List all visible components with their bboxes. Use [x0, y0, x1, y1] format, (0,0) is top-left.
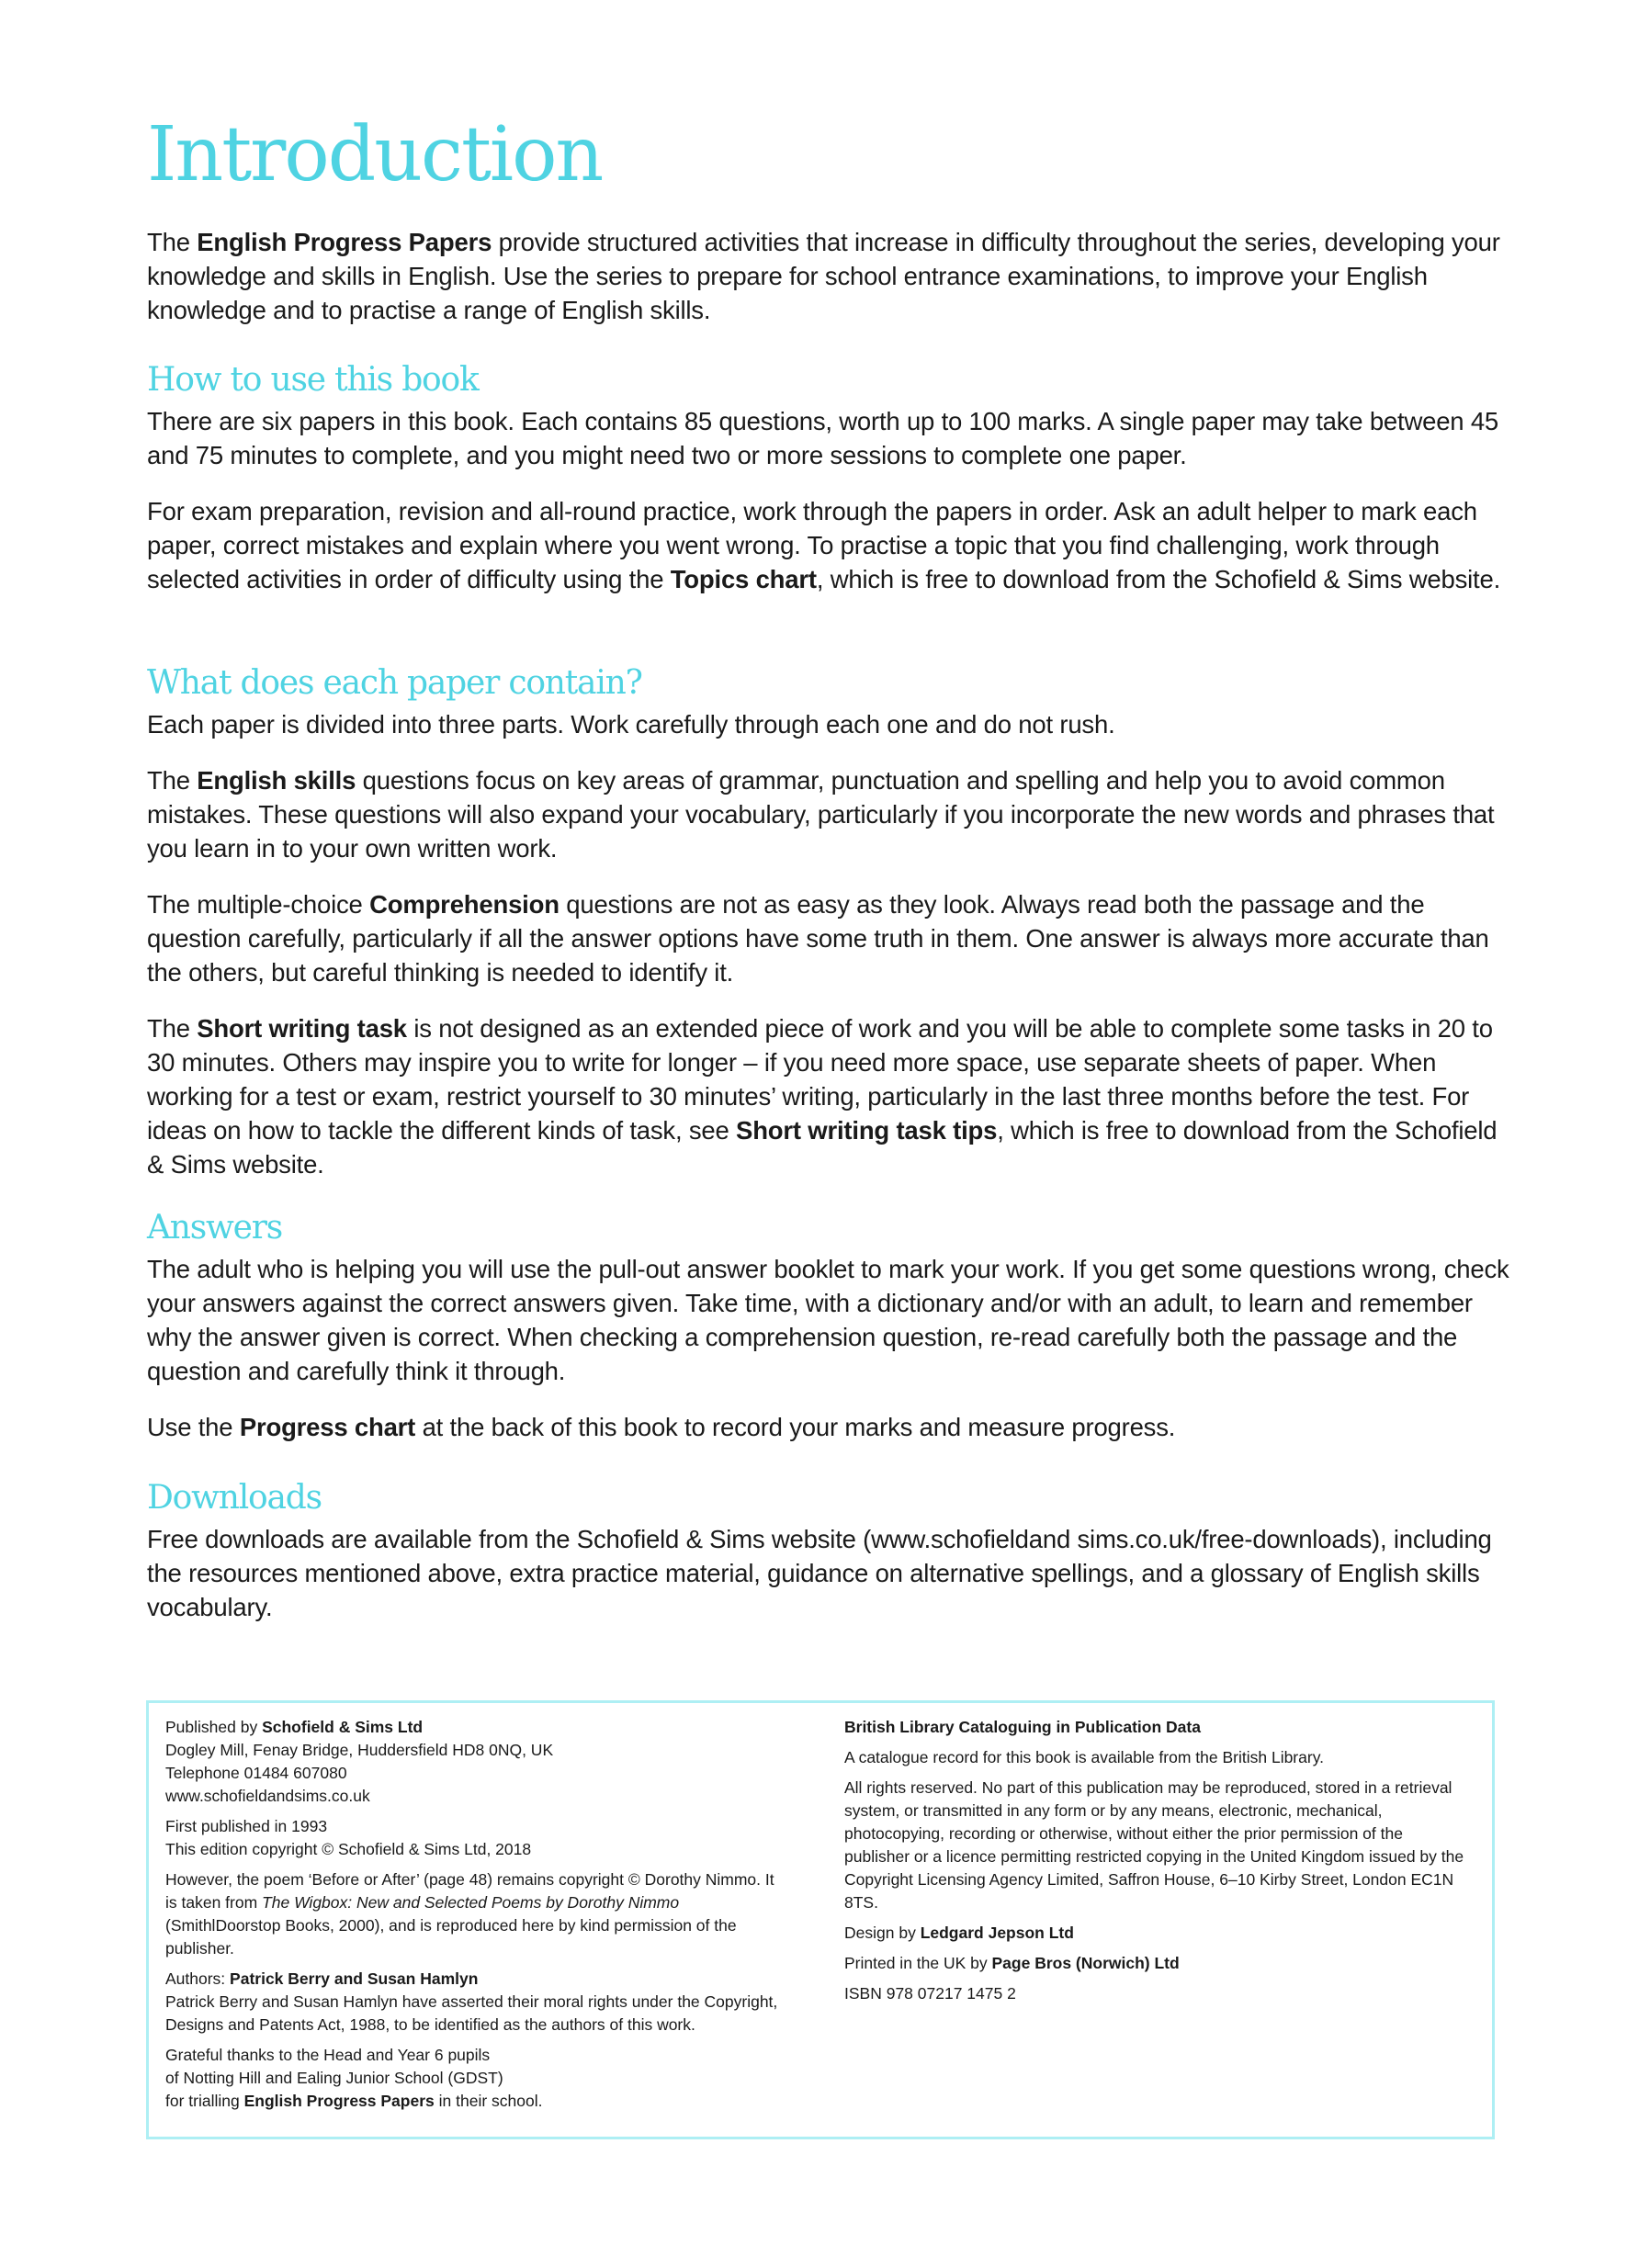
intro-paragraph: The English Progress Papers provide structured activities that increase in difficulty throughout the series, developing your knowledge and skills in English. Use the series to prepare for school entrance examinations, to improve your English knowledge and to practise a range of English skills.	[147, 228, 1500, 324]
section-heading-answers: Answers	[147, 1209, 283, 1247]
contents-paragraph-short-writing: The Short writing task is not designed as an extended piece of work and you will be able to complete some tasks in 20 to 30 minutes. Others may inspire you to write for longer – if you need more space, use separate sheets of paper. When working for a test or exam, restrict yourself to 30 minutes’ writing, particularly in the last three months before the test. For ideas on how to tackle the different kinds of task, see Short writing task tips, which is free to download from the Schofield & Sims website.	[147, 1014, 1498, 1179]
imprint-right-column	[844, 1716, 1469, 2013]
how-to-use-paragraph-1: There are six papers in this book. Each contains 85 questions, worth up to 100 marks. A single paper may take between 45 and 75 minutes to complete, and you might need two or more sessions to complete one paper.	[147, 407, 1499, 470]
publisher-website: www.schofieldandsims.co.uk	[165, 1787, 370, 1805]
design-credit: Design by Ledgard Jepson Ltd	[844, 1924, 1074, 1942]
how-to-use-paragraph-2: For exam preparation, revision and all-round practice, work through the papers in order. Ask an adult helper to mark each paper, correct mistakes and explain where you went wrong. To practise a topic that you find challenging, work through selected activities in order of difficulty using the Topics chart, which is free to download from the Schofield & Sims website.	[147, 497, 1501, 594]
topics-chart-ref: Topics chart	[670, 565, 817, 594]
poem-credit: However, the poem ‘Before or After’ (page 48) remains copyright © Dorothy Nimmo. It is taken from The Wigbox: New and Selected Poems by Dorothy Nimmo (SmithlDoorstop Books, 2000), and is reproduced here by kind permission of the publisher.	[165, 1870, 774, 1958]
section-heading-contents: What does each paper contain?	[147, 664, 642, 702]
downloads-paragraph: Free downloads are available from the Schofield & Sims website (www.schofieldand sims.co.uk/free-downloads), including the resources mentioned above, extra practice material, guidance on alternative spellings, and a glossary of English skills vocabulary.	[147, 1525, 1492, 1622]
publication-history: First published in 1993 This edition copyright © Schofield & Sims Ltd, 2018	[165, 1817, 532, 1858]
series-name: English Progress Papers	[197, 228, 492, 256]
contents-paragraph-english-skills: The English skills questions focus on key areas of grammar, punctuation and spelling and help you to avoid common mistakes. These questions will also expand your vocabulary, particularly if you incorporate the new words and phrases that you learn in to your own written work.	[147, 766, 1495, 863]
section-heading-downloads: Downloads	[147, 1479, 322, 1517]
publisher-address: Dogley Mill, Fenay Bridge, Huddersfield HD8 0NQ, UK	[165, 1741, 554, 1759]
publisher-block: Published by Schofield & Sims Ltd Dogley Mill, Fenay Bridge, Huddersfield HD8 0NQ, UK Telephone 01484 607080 www.schofieldandsims.co.uk	[165, 1718, 554, 1805]
contents-paragraph-1: Each paper is divided into three parts. Work carefully through each one and do not rush.	[147, 710, 1115, 739]
cip-heading: British Library Cataloguing in Publication Data	[844, 1718, 1201, 1736]
answers-paragraph-1: The adult who is helping you will use the pull-out answer booklet to mark your work. If you get some questions wrong, check your answers against the correct answers given. Take time, with a dictionary and/or with an adult, to learn and remember why the answer given is correct. When checking a comprehension question, re-read carefully both the passage and the question and carefully think it through.	[147, 1255, 1509, 1386]
rights-statement: All rights reserved. No part of this publication may be reproduced, stored in a retrieval system, or transmitted in any form or by any means, electronic, mechanical, photocopying, recording or otherwise, without either the prior permission of the publisher or a licence permitting restricted copying in the United Kingdom issued by the Copyright Licensing Agency Limited, Saffron House, 6–10 Kirby Street, London EC1N 8TS.	[844, 1778, 1464, 1912]
printer-credit: Printed in the UK by Page Bros (Norwich) Ltd	[844, 1954, 1180, 1972]
answers-paragraph-2: Use the Progress chart at the back of this book to record your marks and measure progress.	[147, 1413, 1176, 1442]
imprint-left-column	[165, 1716, 790, 2120]
answers-section	[147, 1209, 1516, 1466]
acknowledgements: Grateful thanks to the Head and Year 6 pupils of Notting Hill and Ealing Junior School (GDST) for trialling English Progress Papers in their school.	[165, 2046, 543, 2110]
downloads-section	[147, 1479, 1516, 1646]
authors-block: Authors: Patrick Berry and Susan Hamlyn Patrick Berry and Susan Hamlyn have asserted their moral rights under the Copyright, Designs and Patents Act, 1988, to be identified as the authors of this work.	[165, 1969, 778, 2034]
cip-text: A catalogue record for this book is available from the British Library.	[844, 1748, 1325, 1766]
imprint-box	[146, 1700, 1495, 2139]
isbn: ISBN 978 07217 1475 2	[844, 1984, 1016, 2003]
intro-section	[147, 225, 1516, 349]
page-title: Introduction	[147, 111, 603, 198]
publisher-telephone: Telephone 01484 607080	[165, 1764, 347, 1782]
section-heading-how-to-use: How to use this book	[147, 361, 479, 399]
contents-section	[147, 664, 1516, 1203]
how-to-use-section	[147, 361, 1516, 618]
contents-paragraph-comprehension: The multiple-choice Comprehension questions are not as easy as they look. Always read both the passage and the question carefully, particularly if all the answer options have some truth in them. One answer is always more accurate than the others, but careful thinking is needed to identify it.	[147, 890, 1489, 987]
